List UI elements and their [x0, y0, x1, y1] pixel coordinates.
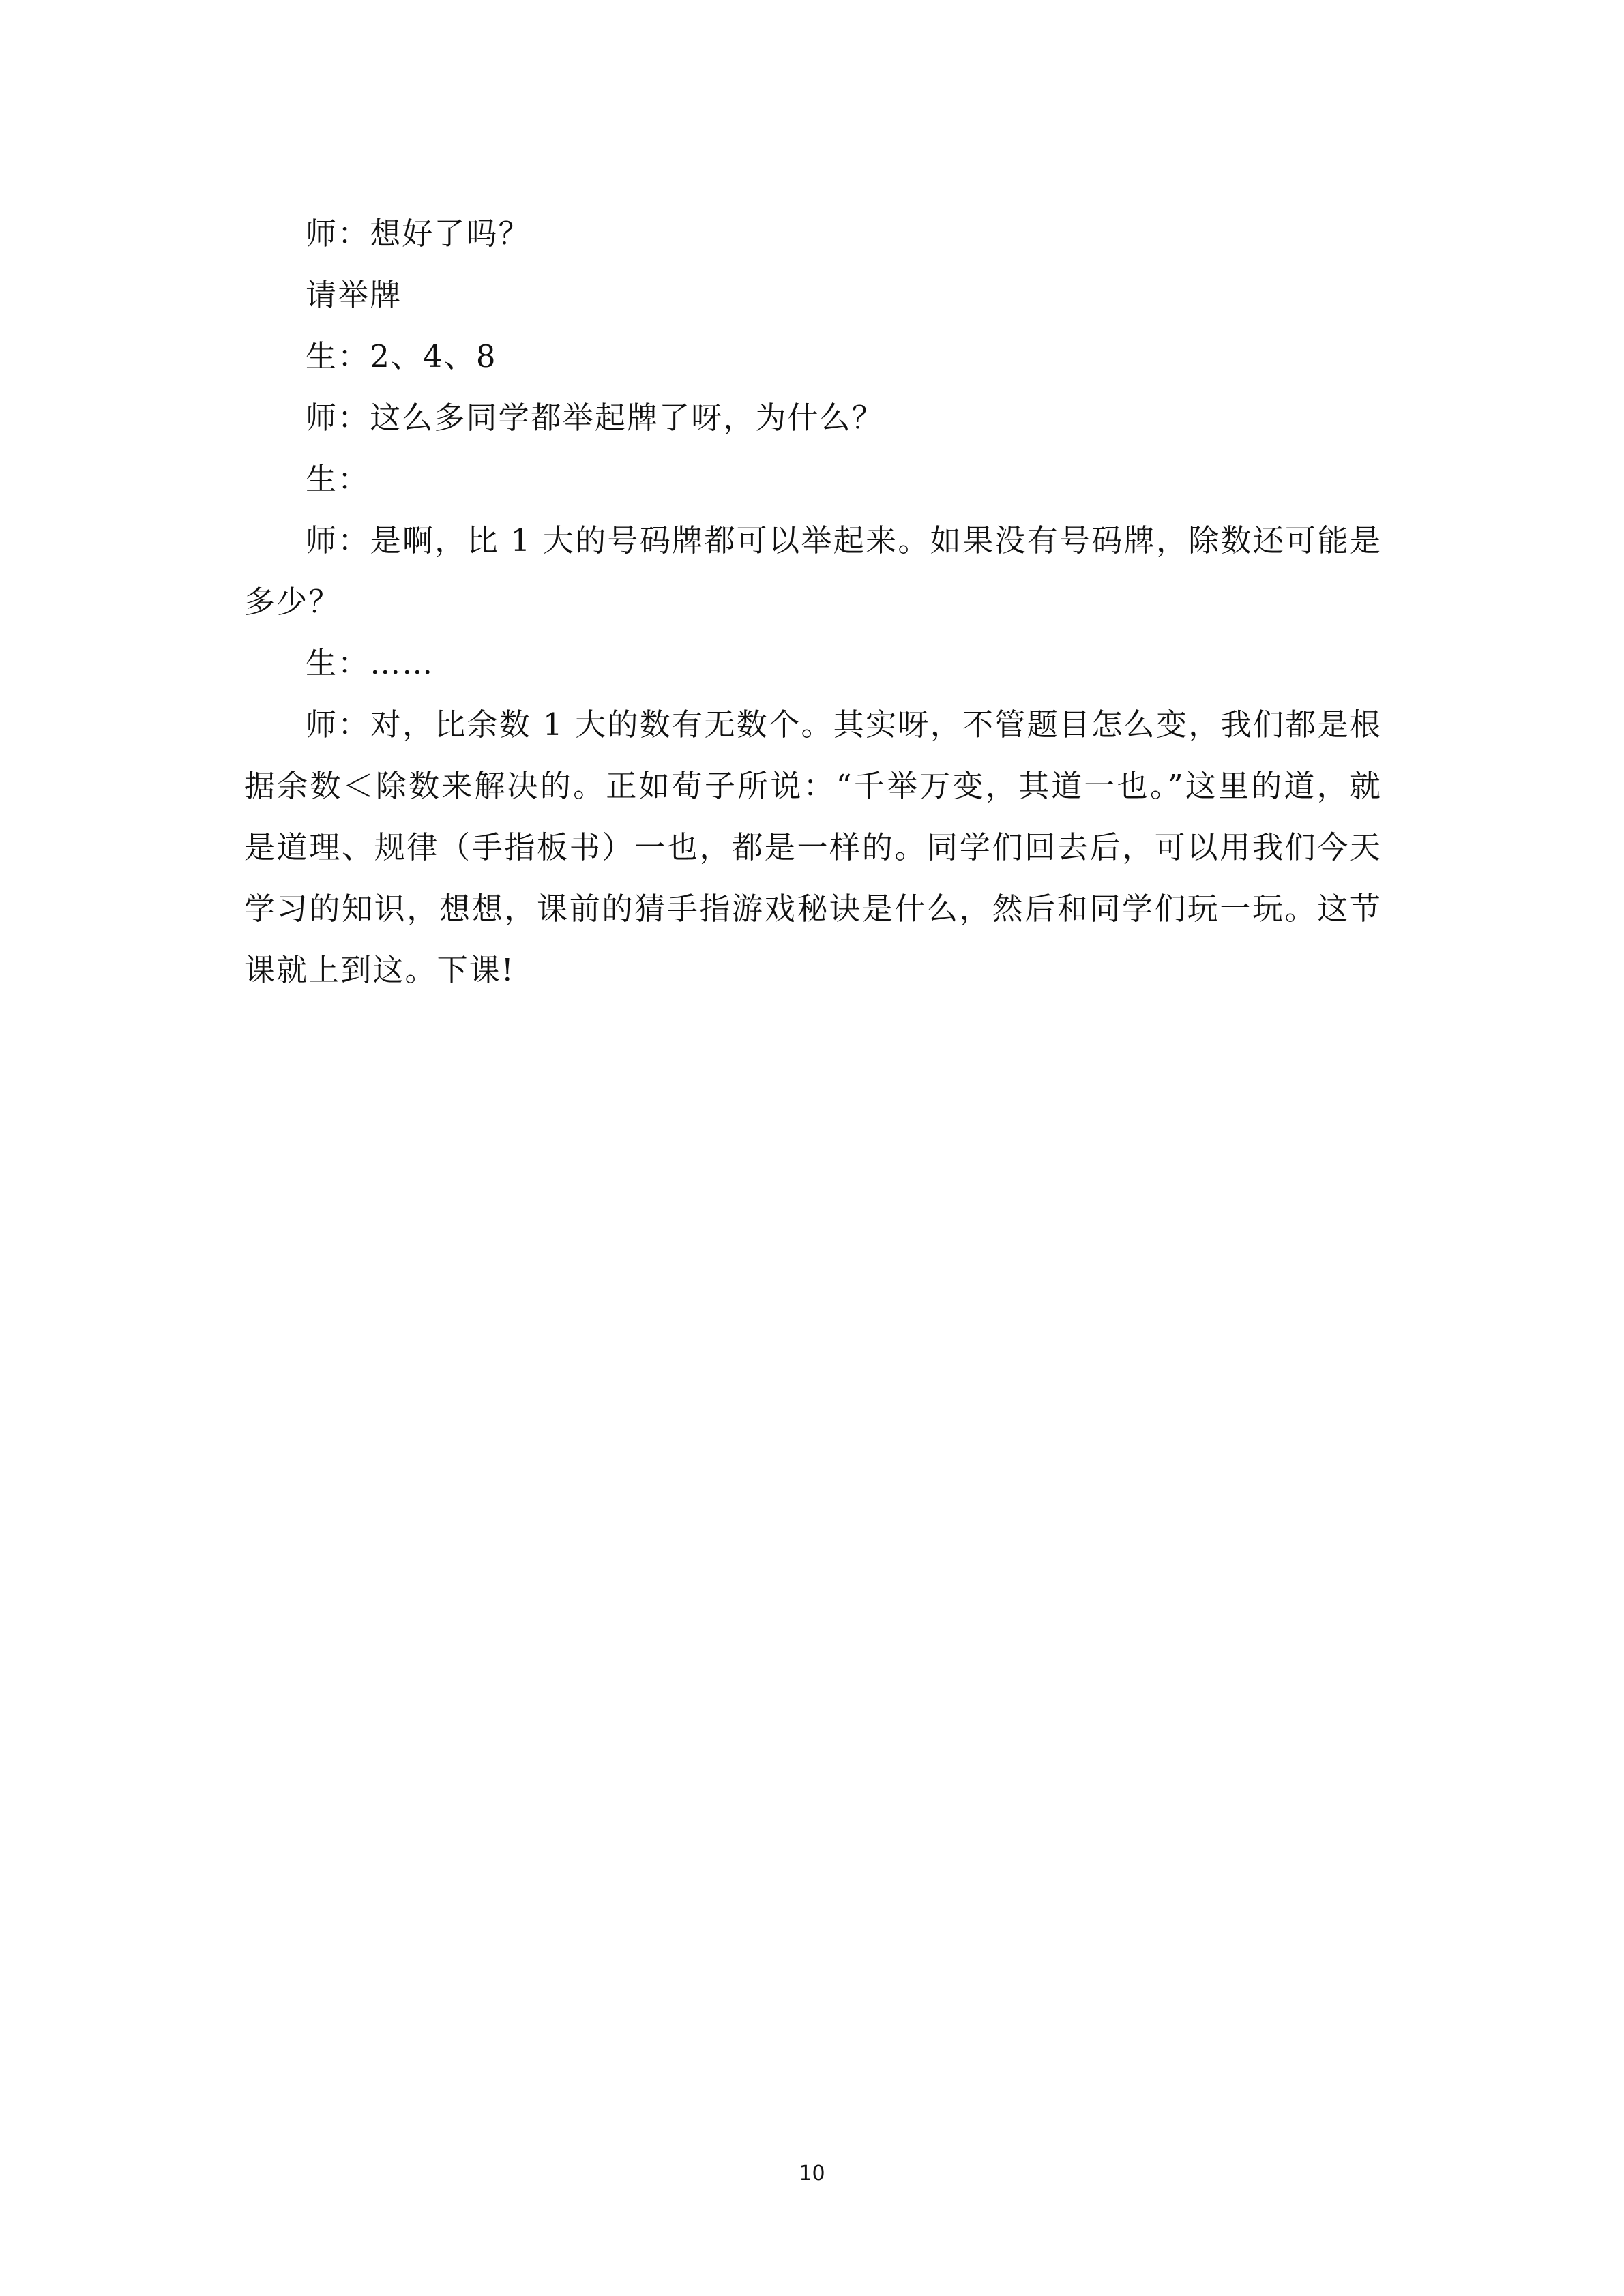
- paragraph-teacher-conclusion: 师：对，比余数 1 大的数有无数个。其实呀，不管题目怎么变，我们都是根据余数＜除数来解决的。正如荀子所说：“千举万变，其道一也。”这里的道，就是道理、规律（手指板书）一也，都是一样的。同学们回去后，可以用我们今天学习的知识，想想，课前的猜手指游戏秘诀是什么，然后和同学们玩一玩。这节课就上到这。下课!: [244, 706, 1382, 988]
- body-text: [244, 203, 1382, 1001]
- page-number: 10: [799, 2162, 825, 2186]
- paragraph-instruction: 请举牌: [306, 277, 402, 313]
- paragraph-student-answer: 生：2、4、8: [306, 338, 497, 374]
- paragraph-student-empty: 生：: [306, 461, 370, 497]
- paragraph-teacher-why: 师：这么多同学都举起牌了呀，为什么？: [306, 400, 884, 436]
- paragraph-teacher-divisor: 师：是啊，比 1 大的号码牌都可以举起来。如果没有号码牌，除数还可能是多少？: [244, 522, 1382, 620]
- paragraph-student-ellipsis: 生：……: [306, 645, 434, 681]
- paragraph-teacher-question: 师：想好了吗？: [306, 215, 531, 252]
